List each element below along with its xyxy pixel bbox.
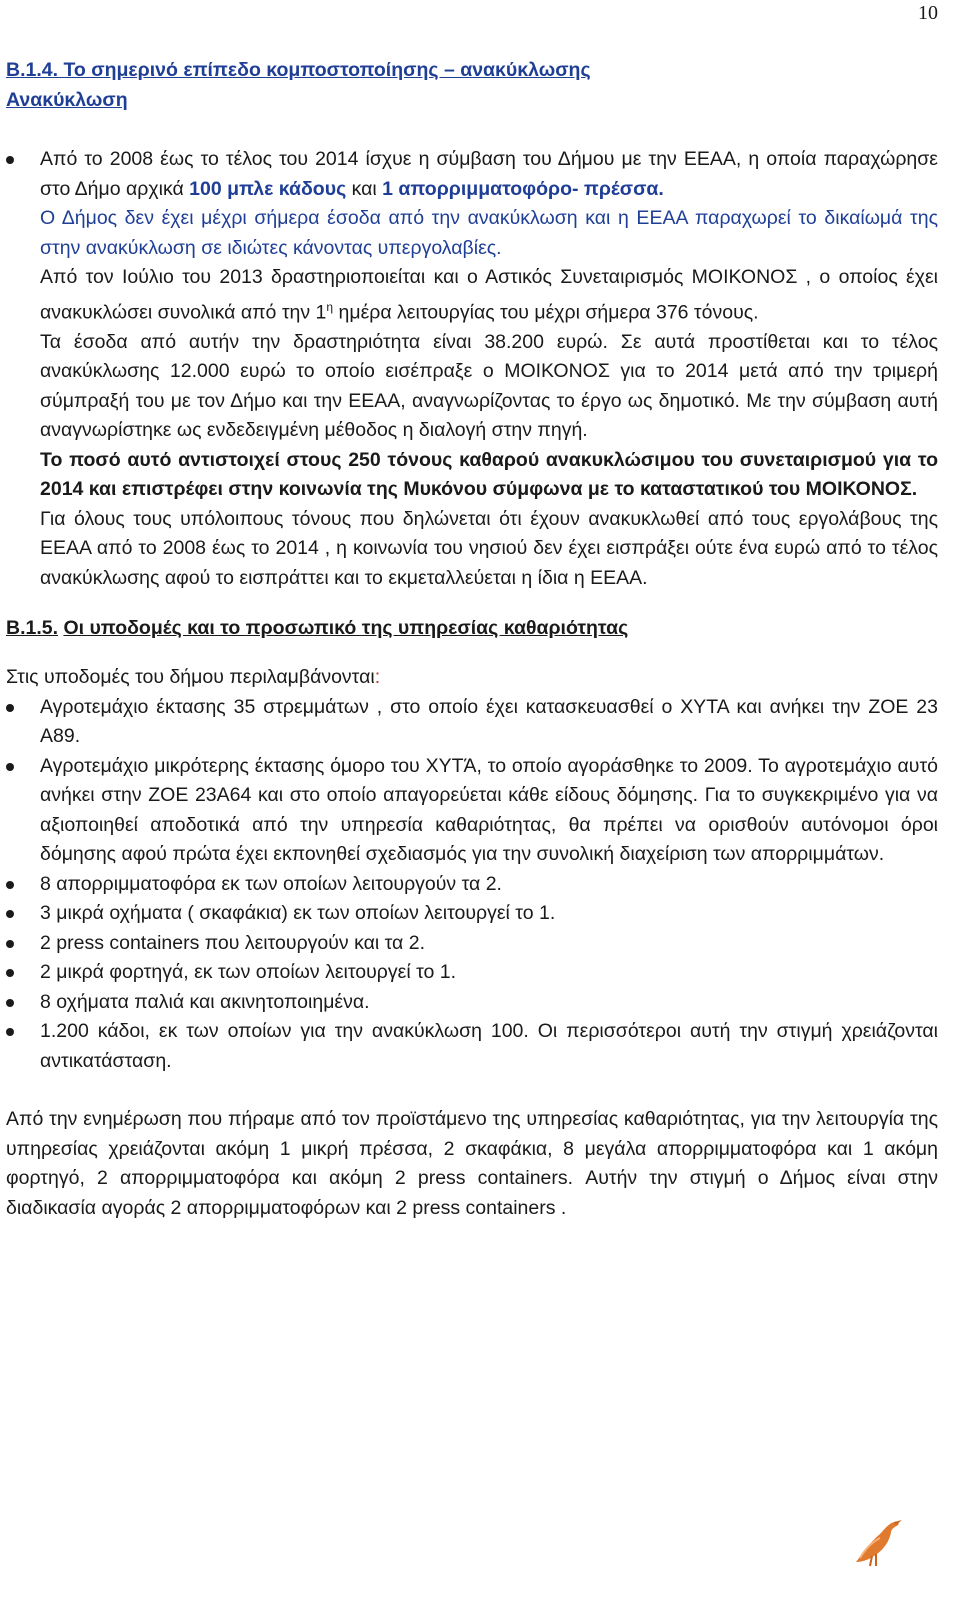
bullet-icon [6,763,14,771]
paragraph-no-revenue: Ο Δήμος δεν έχει μέχρι σήμερα έσοδα από την ανακύκλωση και η ΕΕΑΑ παραχωρεί το δικαίωμά της στην ανακύκλωση σε ιδιώτες κάνοντας υπεργολαβίες. [40,207,938,259]
paragraph-250-tons: Το ποσό αυτό αντιστοιχεί στους 250 τόνους καθαρού ανακυκλώσιμου του συνεταιρισμού για το 2014 και επιστρέφει στην κοινωνία της Μυκόνου σύμφωνα με το καταστατικού του ΜΟΙΚΟΝΟΣ. [40,448,938,500]
document-body [6,55,938,1223]
page-number: 10 [918,2,938,24]
list-item: 8 απορριμματοφόρα εκ των οποίων λειτουργούν τα 2. [6,870,938,900]
recycling-bullet [6,145,938,593]
bullet-icon [6,1028,14,1036]
bullet-icon [6,881,14,889]
truck-press-text: 1 απορριμματοφόρο- πρέσσα. [382,177,664,200]
paragraph-moikonos: Από τον Ιούλιο του 2013 δραστηριοποιείται και ο Αστικός Συνεταιρισμός ΜΟΙΚΟΝΟΣ , ο οποίος έχει ανακυκλώσει συνολικά από την $1^\eta$ ημέρα λειτουργίας του μέχρι σήμερα 376 τόνους. [40,266,938,323]
infrastructure-intro: Στις υποδομές του δήμου περιλαμβάνονται: [6,666,381,688]
blue-bins-text: 100 μπλε κάδους [189,177,347,200]
list-item: 1.200 κάδοι, εκ των οποίων για την ανακύκλωση 100. Οι περισσότεροι αυτή την στιγμή χρειάζονται αντικατάσταση. [6,1017,938,1076]
paragraph-remaining-tons: Για όλους τους υπόλοιπους τόνους που δηλώνεται ότι έχουν ανακυκλωθεί από τους εργολάβους της ΕΕΑΑ από το 2008 έως το 2014 , η κοινωνία του νησιού δεν έχει εισπράξει ούτε ένα ευρώ από το τέλος ανακύκλωσης αφού το εισπράττει και το εκμεταλλεύεται η ίδια η ΕΕΑΑ. [40,507,938,589]
section-title-b15: Β.1.5. Οι υποδομές και το προσωπικό της υπηρεσίας καθαριότητας [6,617,629,639]
paragraph-contract: Από το 2008 έως το τέλος του 2014 ίσχυε η σύμβαση του Δήμου με την ΕΕΑΑ, η οποία παραχώρησε στο Δήμο αρχικά 100 μπλε κάδους και 1 απορριμματοφόρο- πρέσσα. [40,148,938,200]
bullet-icon [6,704,14,712]
bullet-icon [6,156,14,164]
list-item: Αγροτεμάχιο μικρότερης έκτασης όμορο του ΧΥΤΆ, το οποίο αγοράσθηκε το 2009. Το αγροτεμάχιο αυτό ανήκει στην ΖΟΕ 23Α64 και στο οποίο απαγορεύεται κάθε είδους δόμησης. Για το συγκεκριμένο για να αξιοποιηθεί αποδοτικά από την υπηρεσία καθαριότητας, θα πρέπει να ορισθούν αυτόνομοι όροι δόμησης αφού πρώτα έχει εκπονηθεί σχεδιασμός για την συνολική διαχείριση των απορριμμάτων. [6,752,938,870]
list-item: 8 οχήματα παλιά και ακινητοποιημένα. [6,988,938,1018]
bullet-icon [6,999,14,1007]
paragraph-revenue: Τα έσοδα από αυτήν την δραστηριότητα είναι 38.200 ευρώ. Σε αυτά προστίθεται και το τέλος ανακύκλωσης 12.000 ευρώ το οποίο εισέπραξε ο ΜΟΙΚΟΝΟΣ για το 2014 μετά από την τριμερή σύμπραξή του με τον Δήμο και την ΕΕΑΑ, αναγνωρίζοντας το έργο ως δημοτικό. Με την σύμβαση αυτή αναγνωρίστηκε ως ενδεδειγμένη μέθοδος η διαλογή στην πηγή. [40,330,938,441]
list-item: Αγροτεμάχιο έκτασης 35 στρεμμάτων , στο οποίο έχει κατασκευασθεί ο ΧΥΤΑ και ανήκει την ΖΟΕ 23 Α89. [6,693,938,752]
bird-icon [850,1512,902,1568]
bullet-icon [6,969,14,977]
section-title-b14: Β.1.4. Το σημερινό επίπεδο κομποστοποίησης – ανακύκλωσης [6,59,591,81]
list-item: 3 μικρά οχήματα ( σκαφάκια) εκ των οποίων λειτουργεί το 1. [6,899,938,929]
closing-paragraph: Από την ενημέρωση που πήραμε από τον προϊστάμενο της υπηρεσίας καθαριότητας, για την λειτουργία της υπηρεσίας χρειάζονται ακόμη 1 μικρή πρέσσα, 2 σκαφάκια, 8 μεγάλα απορριμματοφόρα και 1 ακόμη φορτηγό, 2 απορριμματοφόρα και ακόμη 2 press containers. Αυτήν την στιγμή ο Δήμος είναι στην διαδικασία αγοράς 2 απορριμματοφόρων και 2 press containers . [6,1108,938,1219]
bullet-icon [6,940,14,948]
list-item: 2 press containers που λειτουργούν και τα 2. [6,929,938,959]
section-subtitle-recycling: Ανακύκλωση [6,89,128,111]
bullet-icon [6,910,14,918]
list-item: 2 μικρά φορτηγά, εκ των οποίων λειτουργεί το 1. [6,958,938,988]
